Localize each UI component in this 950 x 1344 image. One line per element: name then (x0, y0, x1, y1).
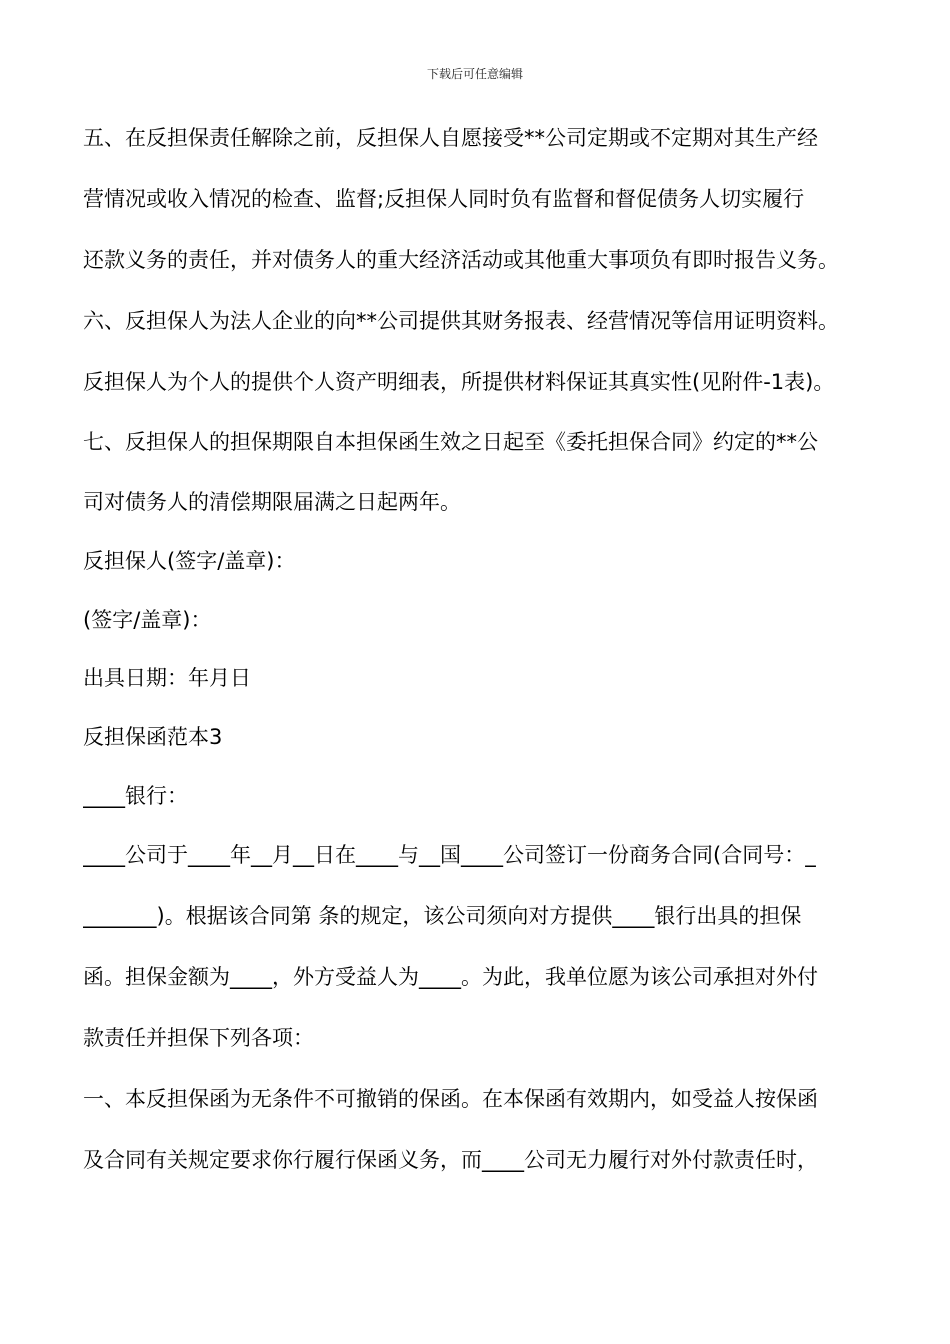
section-title: 反担保函范本3 (83, 725, 223, 749)
text-line: 反担保人为个人的提供个人资产明细表，所提供材料保证其真实性(见附件-1表)。 (83, 370, 835, 394)
text-line: 营情况或收入情况的检查、监督;反担保人同时负有监督和督促债务人切实履行 (83, 187, 805, 211)
text-line: 及合同有关规定要求你行履行保函义务，而____公司无力履行对外付款责任时， (83, 1148, 818, 1172)
addressee: ____银行： (83, 784, 188, 808)
text-line: 七、反担保人的担保期限自本担保函生效之日起至《委托担保合同》约定的**公 (83, 430, 818, 454)
text-line: 一、本反担保函为无条件不可撤销的保函。在本保函有效期内，如受益人按保函 (83, 1087, 818, 1111)
text-line: 还款义务的责任，并对债务人的重大经济活动或其他重大事项负有即时报告义务。 (83, 248, 839, 272)
text-line: 函。担保金额为____，外方受益人为____。为此，我单位愿为该公司承担对外付 (83, 965, 818, 989)
text-line: 五、在反担保责任解除之前，反担保人自愿接受**公司定期或不定期对其生产经 (83, 126, 818, 150)
text-line: _______)。根据该合同第 条的规定，该公司须向对方提供____银行出具的担保 (83, 904, 802, 928)
signature-label: 反担保人(签字/盖章)： (83, 549, 296, 573)
page-header: 下载后可任意编辑 (426, 67, 523, 81)
signature-label: (签字/盖章)： (83, 608, 212, 632)
text-line: 司对债务人的清偿期限届满之日起两年。 (83, 490, 461, 514)
text-line: 六、反担保人为法人企业的向**公司提供其财务报表、经营情况等信用证明资料。 (83, 309, 839, 333)
issue-date-label: 出具日期：年月日 (83, 666, 251, 690)
text-line: 款责任并担保下列各项： (83, 1026, 314, 1050)
text-line: ____公司于____年__月__日在____与__国____公司签订一份商务合同(合同号：_ (83, 843, 816, 867)
